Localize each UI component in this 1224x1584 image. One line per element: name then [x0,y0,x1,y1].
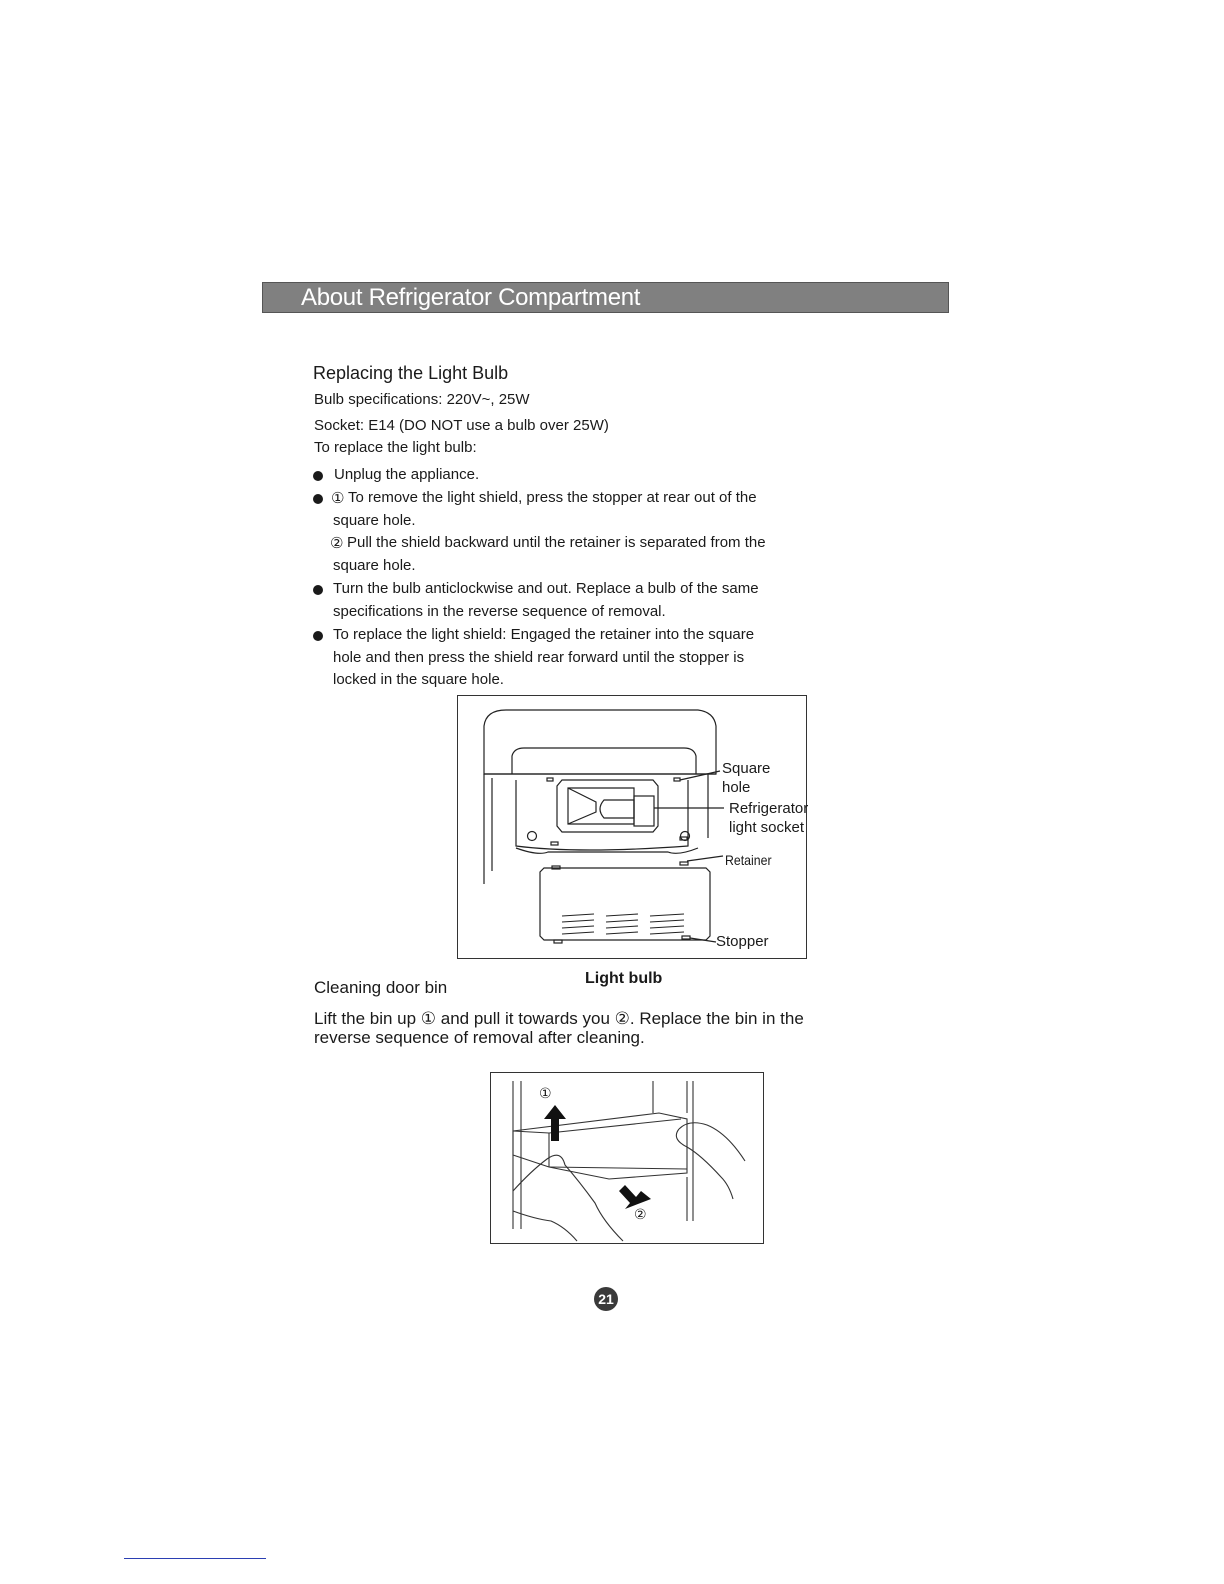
step-turn-bulb: Turn the bulb anticlockwise and out. Replace a bulb of the same [333,580,759,597]
label-stopper: Stopper [716,933,769,950]
marker-pull: ② [634,1206,647,1222]
page-number: 21 [594,1287,618,1311]
door-bin-text-2: reverse sequence of removal after cleaning. [314,1028,645,1047]
step-pull-shield-cont: square hole. [333,557,416,574]
light-bulb-heading: Replacing the Light Bulb [313,363,509,383]
step-replace-shield: To replace the light shield: Engaged the retainer into the square [333,626,755,643]
section-banner [262,282,949,313]
door-bin-heading: Cleaning door bin [314,978,448,997]
label-light-socket-2: light socket [729,819,805,836]
step-replace-shield-cont2: locked in the square hole. [333,671,504,688]
label-square-hole: Square [722,760,771,777]
step-remove-shield-cont: square hole. [333,512,416,529]
light-bulb-figure [457,695,807,959]
step-unplug: Unplug the appliance. [334,466,480,483]
bullet-icon [313,471,323,481]
door-bin-figure [490,1072,764,1244]
page-title: About Refrigerator Compartment [301,284,641,311]
bullet-icon [313,631,323,641]
door-bin-text-1: Lift the bin up ① and pull it towards you ②. Replace the bin in the [314,1009,804,1028]
label-retainer: Retainer [725,852,772,868]
socket-spec: Socket: E14 (DO NOT use a bulb over 25W) [314,417,609,434]
marker-lift: ① [539,1085,552,1101]
label-light-socket: Refrigerator [729,800,809,817]
step-pull-shield-num: ② [330,535,344,552]
bullet-icon [313,494,323,504]
intro-text: To replace the light bulb: [314,439,477,456]
bullet-icon [313,585,323,595]
step-remove-shield-num: ① [331,490,345,507]
footer-rule [124,1558,266,1559]
label-square-hole-2: hole [722,779,751,796]
door-bin-illustration [491,1073,765,1245]
bulb-spec: Bulb specifications: 220V~, 25W [314,391,530,408]
step-remove-shield: To remove the light shield, press the stopper at rear out of the [348,489,757,506]
step-pull-shield: Pull the shield backward until the retainer is separated from the [347,534,766,551]
step-turn-bulb-cont: specifications in the reverse sequence of removal. [333,603,666,620]
figure-caption-light-bulb: Light bulb [585,970,663,987]
step-replace-shield-cont1: hole and then press the shield rear forward until the stopper is [333,649,745,666]
